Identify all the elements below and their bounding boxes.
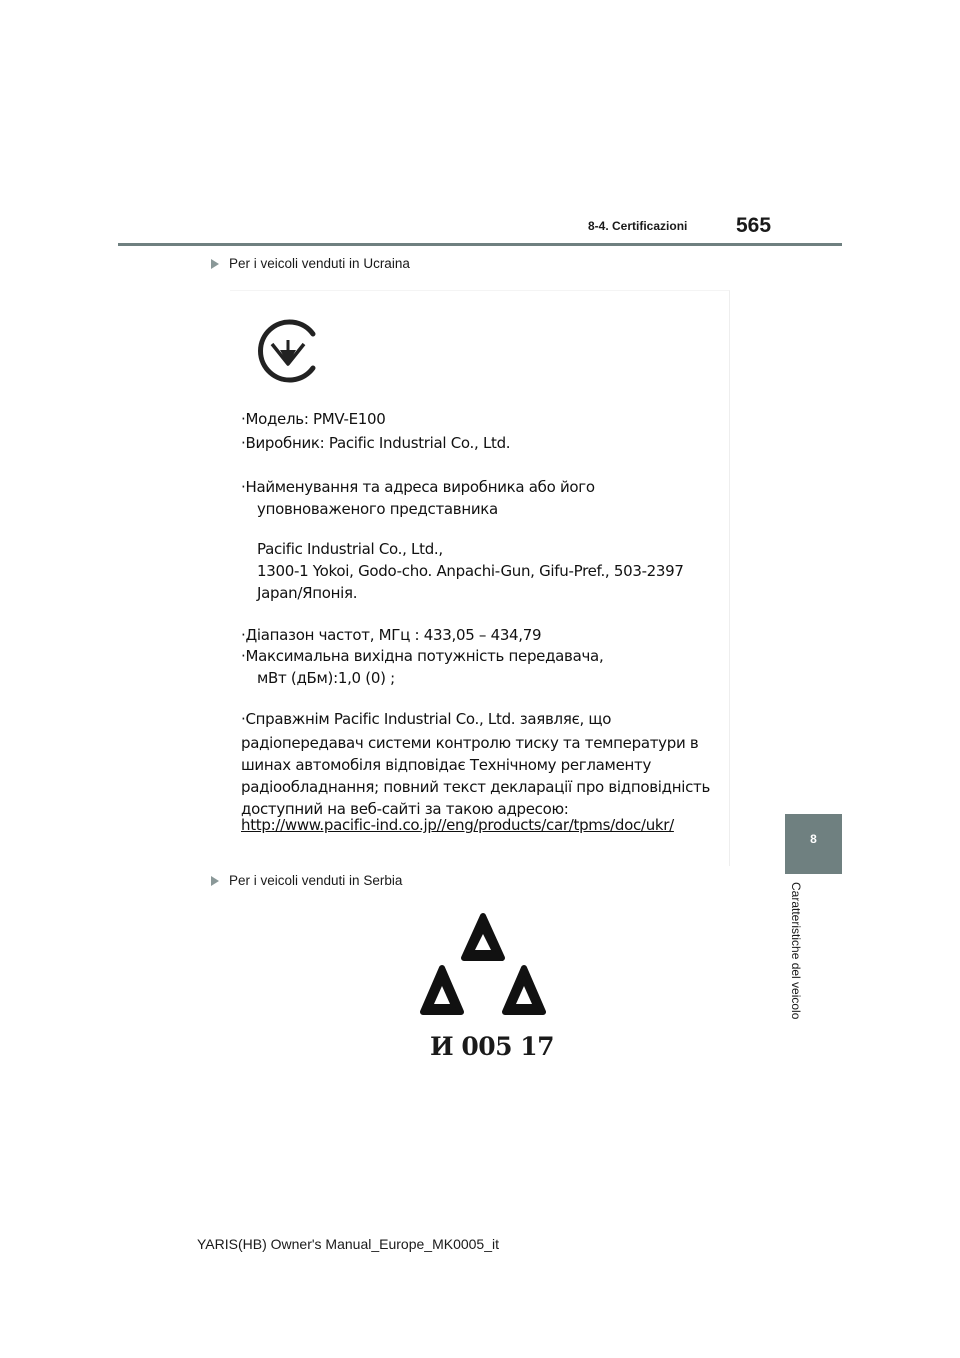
page-number: 565: [736, 214, 772, 237]
cert-declaration-line5: доступний на веб-сайті за такою адресою:: [241, 800, 569, 818]
ukraine-heading: [211, 256, 410, 271]
cert-power-line1: ·Максимальна вихідна потужність передавача,: [241, 647, 604, 665]
chapter-label-text: Caratteristiche del veicolo: [789, 882, 803, 1020]
bullet-triangle-icon: [211, 876, 219, 886]
cert-name-address-line2: уповноваженого представника: [257, 500, 498, 518]
serbia-conformity-triangles-icon: [420, 912, 546, 1017]
cert-model: ·Модель: PMV-E100: [241, 410, 386, 428]
footer-manual-id: YARIS(HB) Owner's Manual_Europe_MK0005_it: [197, 1236, 499, 1252]
cert-company: Pacific Industrial Co., Ltd.,: [257, 540, 443, 558]
chapter-tab: [785, 814, 842, 874]
cert-declaration-line3: шинах автомобіля відповідає Технічному регламенту: [241, 756, 652, 774]
cert-name-address-line1: ·Найменування та адреса виробника або його: [241, 478, 595, 496]
ukraine-heading-label: Per i veicoli venduti in Ucraina: [229, 256, 410, 271]
cert-manufacturer: ·Виробник: Pacific Industrial Co., Ltd.: [241, 434, 511, 452]
cert-country: Japan/Японія.: [257, 584, 358, 602]
cert-address: 1300-1 Yokoi, Godo-cho. Anpachi-Gun, Gifu-Pref., 503-2397: [257, 562, 684, 580]
bullet-triangle-icon: [211, 259, 219, 269]
section-title: 8-4. Certificazioni: [588, 219, 688, 233]
ukraine-conformity-mark-icon: [255, 318, 321, 384]
cert-declaration-line2: радіопередавач системи контролю тиску та температури в: [241, 734, 699, 752]
serbia-heading-label: Per i veicoli venduti in Serbia: [229, 873, 403, 888]
cert-power-line2: мВт (дБм):1,0 (0) ;: [257, 669, 395, 687]
cert-url: http://www.pacific-ind.co.jp//eng/products/car/tpms/doc/ukr/: [241, 816, 674, 834]
cert-frequency: ·Діапазон частот, МГц : 433,05 – 434,79: [241, 626, 542, 644]
header-divider: [118, 243, 842, 246]
serbia-heading: [211, 873, 402, 888]
serbia-certificate-code: И 005 17: [430, 1032, 555, 1061]
cert-declaration-line4: радіообладнання; повний текст декларації про відповідність: [241, 778, 711, 796]
chapter-label: [789, 882, 805, 1042]
chapter-number: 8: [810, 832, 817, 846]
cert-declaration-line1: ·Справжнім Pacific Industrial Co., Ltd. заявляє, що: [241, 710, 612, 728]
